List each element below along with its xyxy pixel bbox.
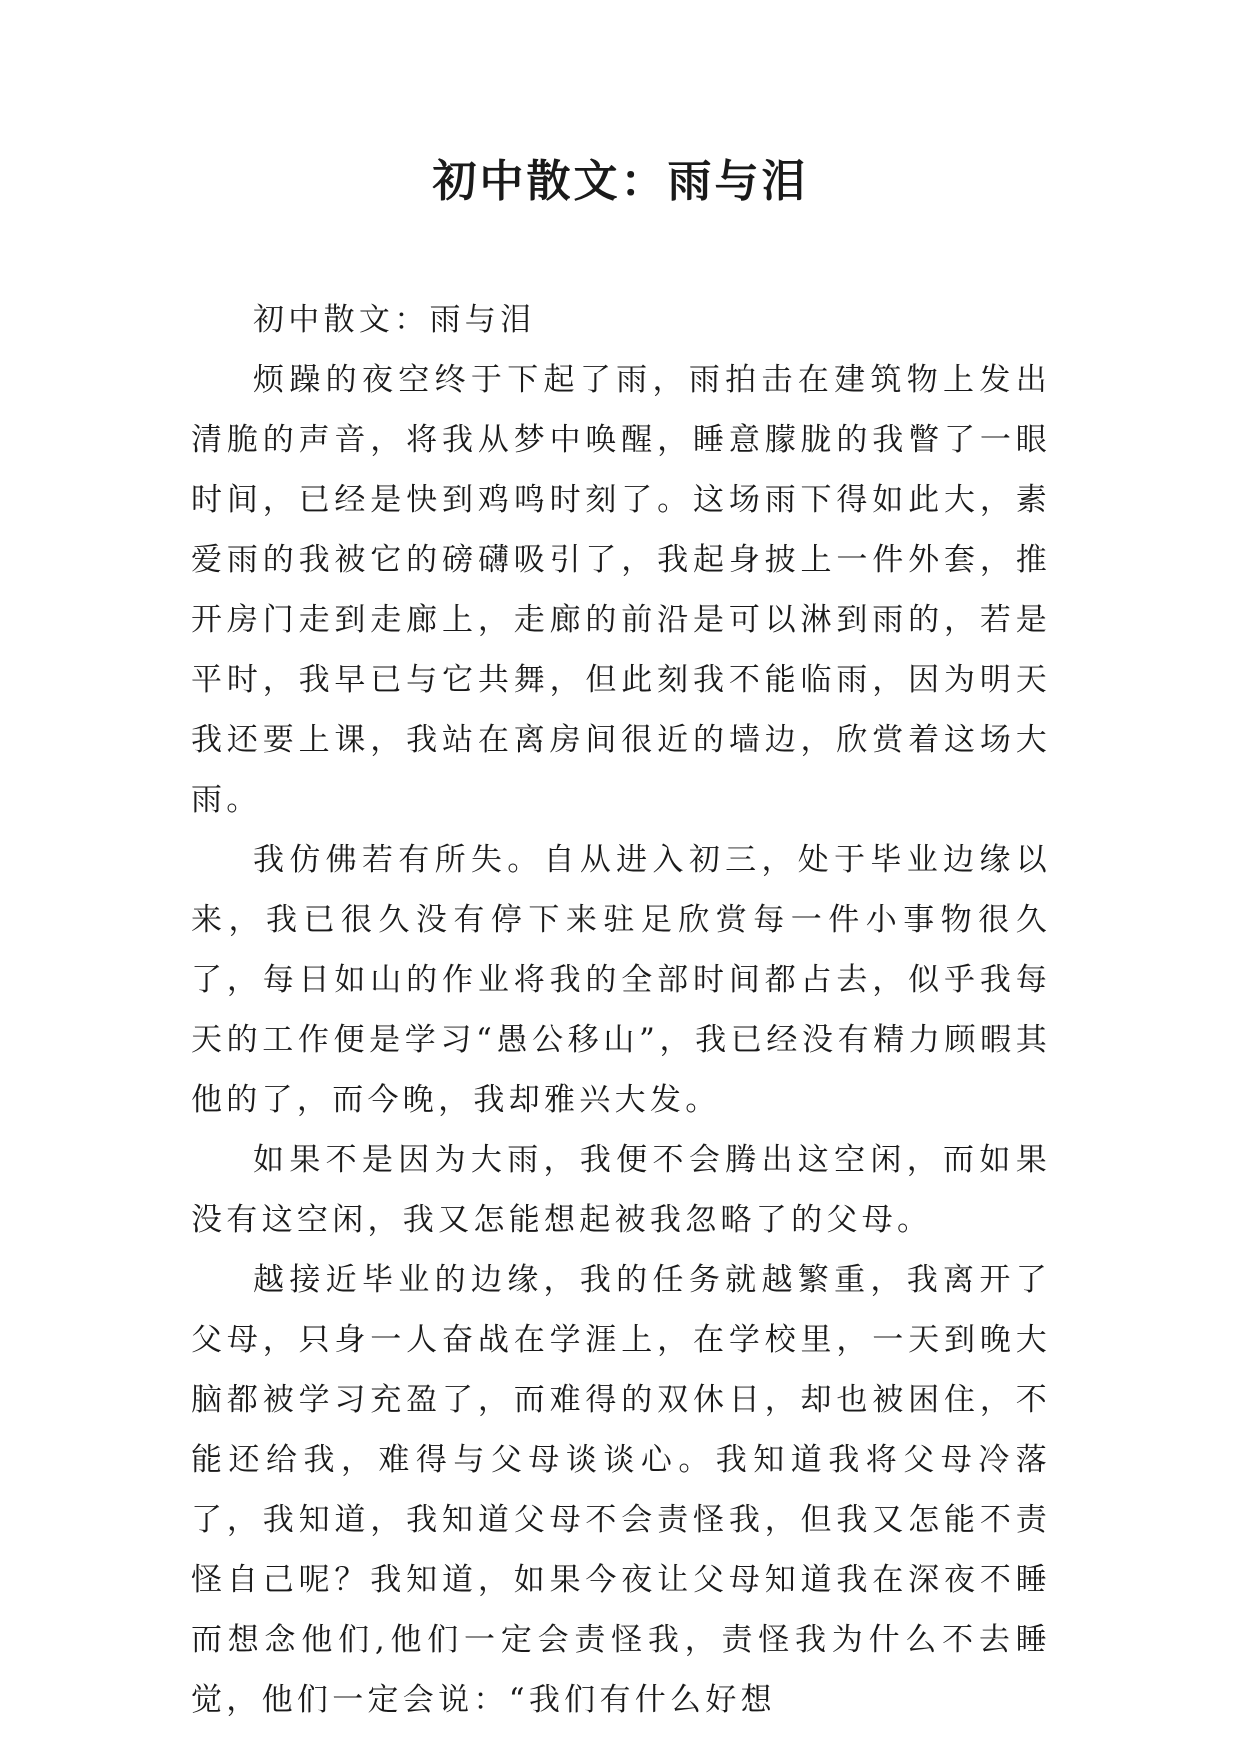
paragraph: 如果不是因为大雨，我便不会腾出这空闲，而如果没有这空闲，我又怎能想起被我忽略了的父母。: [191, 1142, 1051, 1238]
paragraph: 烦躁的夜空终于下起了雨，雨拍击在建筑物上发出清脆的声音，将我从梦中唤醒，睡意朦胧的我瞥了一眼时间，已经是快到鸡鸣时刻了。这场雨下得如此大，素爱雨的我被它的磅礴吸引了，我起身披上一件外套，推开房门走到走廊上，走廊的前沿是可以淋到雨的，若是平时，我早已与它共舞，但此刻我不能临雨，因为明天我还要上课，我站在离房间很近的墙边，欣赏着这场大雨。: [191, 362, 1051, 818]
article-body: [191, 290, 1051, 1730]
paragraph-heading: 初中散文：雨与泪: [253, 302, 536, 338]
page-title: 初中散文：雨与泪: [432, 156, 809, 207]
paragraph: 越接近毕业的边缘，我的任务就越繁重，我离开了父母，只身一人奋战在学涯上，在学校里，一天到晚大脑都被学习充盈了，而难得的双休日，却也被困住，不能还给我，难得与父母谈谈心。我知道我将父母冷落了，我知道，我知道父母不会责怪我，但我又怎能不责怪自己呢？我知道，如果今夜让父母知道我在深夜不睡而想念他们,他们一定会责怪我，责怪我为什么不去睡觉，他们一定会说：“我们有什么好想: [191, 1262, 1051, 1718]
paragraph: 我仿佛若有所失。自从进入初三，处于毕业边缘以来，我已很久没有停下来驻足欣赏每一件小事物很久了，每日如山的作业将我的全部时间都占去，似乎我每天的工作便是学习“愚公移山”，我已经没有精力顾暇其他的了，而今晚，我却雅兴大发。: [191, 842, 1051, 1118]
